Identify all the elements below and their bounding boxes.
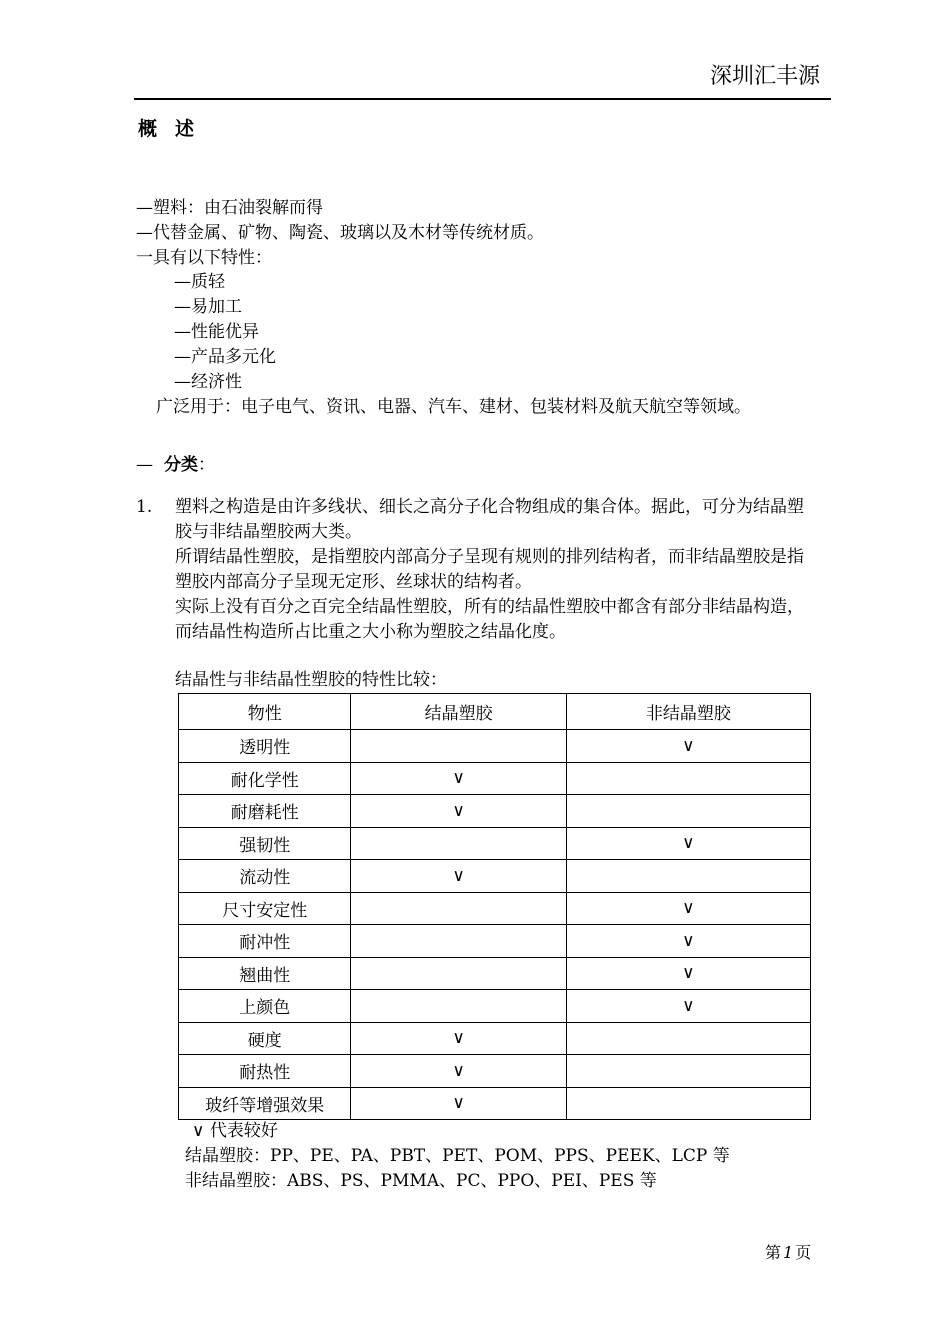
crystalline-cell: ∨ bbox=[351, 860, 566, 893]
table-row bbox=[179, 795, 811, 828]
crystalline-cell: ∨ bbox=[351, 1022, 566, 1055]
table-caption: 结晶性与非结晶性塑胶的特性比较： bbox=[175, 670, 447, 690]
crystalline-examples: 结晶塑胶：PP、PE、PA、PBT、PET、POM、PPS、PEEK、LCP 等 bbox=[185, 1146, 730, 1166]
property-cell: 耐化学性 bbox=[179, 762, 351, 795]
amorphous-cell bbox=[566, 1087, 810, 1120]
classification-heading bbox=[136, 453, 215, 478]
table-row bbox=[179, 990, 811, 1023]
intro-line: —代替金属、矿物、陶瓷、玻璃以及木材等传统材质。 bbox=[136, 223, 544, 243]
property-item: —性能优异 bbox=[174, 322, 259, 342]
intro-line: —塑料：由石油裂解而得 bbox=[136, 198, 323, 218]
table-row bbox=[179, 925, 811, 958]
header-cell: 结晶塑胶 bbox=[351, 694, 566, 730]
crystalline-cell bbox=[351, 730, 566, 763]
table-row bbox=[179, 730, 811, 763]
crystalline-cell: ∨ bbox=[351, 1087, 566, 1120]
table-row bbox=[179, 1055, 811, 1088]
property-item: —质轻 bbox=[174, 272, 225, 292]
crystalline-cell: ∨ bbox=[351, 1055, 566, 1088]
amorphous-cell: ∨ bbox=[566, 925, 810, 958]
page-prefix: 第 bbox=[765, 1243, 782, 1262]
property-cell: 透明性 bbox=[179, 730, 351, 763]
intro-line: 一具有以下特性： bbox=[136, 248, 272, 268]
amorphous-cell: ∨ bbox=[566, 827, 810, 860]
legend-note: ∨ 代表较好 bbox=[192, 1121, 278, 1141]
property-cell: 尺寸安定性 bbox=[179, 892, 351, 925]
amorphous-cell: ∨ bbox=[566, 892, 810, 925]
amorphous-cell bbox=[566, 795, 810, 828]
property-cell: 上颜色 bbox=[179, 990, 351, 1023]
heading-dash: — bbox=[136, 455, 153, 475]
page-suffix: 页 bbox=[795, 1243, 812, 1262]
property-item: —经济性 bbox=[174, 372, 242, 392]
amorphous-cell: ∨ bbox=[566, 730, 810, 763]
table-row bbox=[179, 762, 811, 795]
heading-colon: ： bbox=[198, 455, 215, 475]
header-divider bbox=[134, 98, 831, 100]
classification-paragraph: 塑料之构造是由许多线状、细长之高分子化合物组成的集合体。据此，可分为结晶塑胶与非结晶塑胶两大类。 bbox=[175, 497, 804, 542]
amorphous-cell bbox=[566, 1022, 810, 1055]
property-cell: 耐热性 bbox=[179, 1055, 351, 1088]
crystalline-cell bbox=[351, 892, 566, 925]
property-cell: 翘曲性 bbox=[179, 957, 351, 990]
header-cell: 非结晶塑胶 bbox=[566, 694, 810, 730]
amorphous-examples: 非结晶塑胶：ABS、PS、PMMA、PC、PPO、PEI、PES 等 bbox=[185, 1171, 657, 1191]
crystalline-cell bbox=[351, 957, 566, 990]
classification-paragraph: 实际上没有百分之百完全结晶性塑胶，所有的结晶性塑胶中都含有部分非结晶构造，而结晶性构造所占比重之大小称为塑胶之结晶化度。 bbox=[175, 597, 804, 642]
comparison-table bbox=[178, 693, 811, 1120]
amorphous-cell bbox=[566, 1055, 810, 1088]
property-item: —产品多元化 bbox=[174, 347, 276, 367]
application-scope: 广泛用于：电子电气、资讯、电器、汽车、建材、包装材料及航天航空等领域。 bbox=[156, 397, 751, 417]
property-cell: 玻纤等增强效果 bbox=[179, 1087, 351, 1120]
property-item: —易加工 bbox=[174, 297, 242, 317]
crystalline-cell bbox=[351, 827, 566, 860]
table-row bbox=[179, 892, 811, 925]
property-cell: 耐冲性 bbox=[179, 925, 351, 958]
crystalline-cell bbox=[351, 990, 566, 1023]
table-row bbox=[179, 1087, 811, 1120]
table-row bbox=[179, 1022, 811, 1055]
property-cell: 强韧性 bbox=[179, 827, 351, 860]
header-company-name: 深圳汇丰源 bbox=[709, 64, 820, 89]
property-cell: 流动性 bbox=[179, 860, 351, 893]
table-row bbox=[179, 827, 811, 860]
table-row bbox=[179, 957, 811, 990]
property-cell: 耐磨耗性 bbox=[179, 795, 351, 828]
table-row bbox=[179, 860, 811, 893]
crystalline-cell bbox=[351, 925, 566, 958]
amorphous-cell bbox=[566, 762, 810, 795]
section-title: 概述 bbox=[138, 118, 213, 140]
amorphous-cell bbox=[566, 860, 810, 893]
heading-text: 分类 bbox=[164, 455, 198, 475]
table-header-row bbox=[179, 694, 811, 730]
page-number-value: 1 bbox=[783, 1243, 794, 1262]
crystalline-cell: ∨ bbox=[351, 762, 566, 795]
header-cell: 物性 bbox=[179, 694, 351, 730]
property-cell: 硬度 bbox=[179, 1022, 351, 1055]
amorphous-cell: ∨ bbox=[566, 957, 810, 990]
page-number bbox=[765, 1242, 811, 1264]
classification-paragraph: 所谓结晶性塑胶，是指塑胶内部高分子呈现有规则的排列结构者，而非结晶塑胶是指塑胶内部高分子呈现无定形、丝球状的结构者。 bbox=[175, 547, 804, 592]
crystalline-cell: ∨ bbox=[351, 795, 566, 828]
list-number: 1. bbox=[136, 497, 153, 517]
amorphous-cell: ∨ bbox=[566, 990, 810, 1023]
